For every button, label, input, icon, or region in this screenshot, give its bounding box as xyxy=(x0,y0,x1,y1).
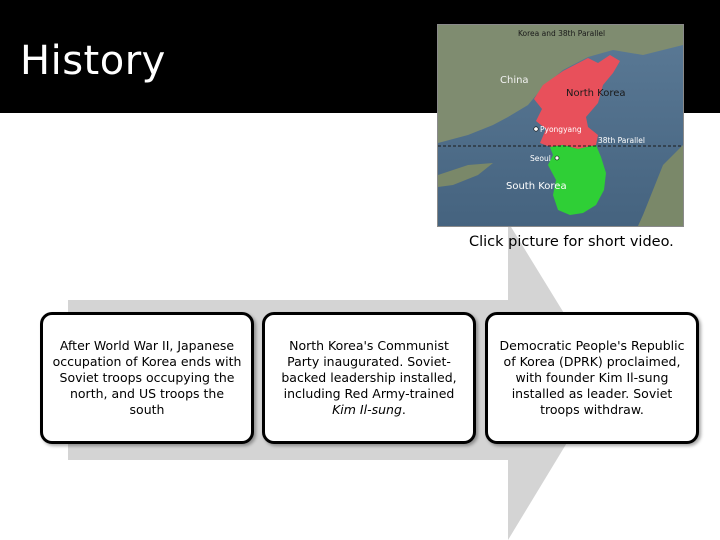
timeline-step-3 xyxy=(485,312,699,444)
seoul-marker xyxy=(555,156,559,160)
map-label-south-korea: South Korea xyxy=(506,181,567,192)
step-2-italic-name: Kim Il-sung xyxy=(332,402,402,417)
map-label-seoul: Seoul xyxy=(530,154,551,163)
step-3-text: Democratic People's Republic of Korea (DPRK) proclaimed, with founder Kim Il-sung installed as leader. Soviet troops withdraw. xyxy=(499,338,685,417)
map-label-china: China xyxy=(500,75,529,86)
korea-map-image[interactable] xyxy=(437,24,684,227)
timeline-step-2 xyxy=(262,312,476,444)
map-label-north-korea: North Korea xyxy=(566,88,626,99)
map-label-parallel: 38th Parallel xyxy=(598,136,645,145)
video-caption: Click picture for short video. xyxy=(469,234,674,250)
step-2-text: North Korea's Communist Party inaugurated. Soviet-backed leadership installed, including Red Army-trained Kim Il-sung. xyxy=(281,338,457,417)
map-label-pyongyang: Pyongyang xyxy=(540,125,582,134)
pyongyang-marker xyxy=(534,127,538,131)
map-title: Korea and 38th Parallel xyxy=(518,29,606,38)
timeline-step-1 xyxy=(40,312,254,444)
slide-title: History xyxy=(20,38,166,84)
step-1-text: After World War II, Japanese occupation of Korea ends with Soviet troops occupying the north, and US troops the south xyxy=(52,338,242,417)
